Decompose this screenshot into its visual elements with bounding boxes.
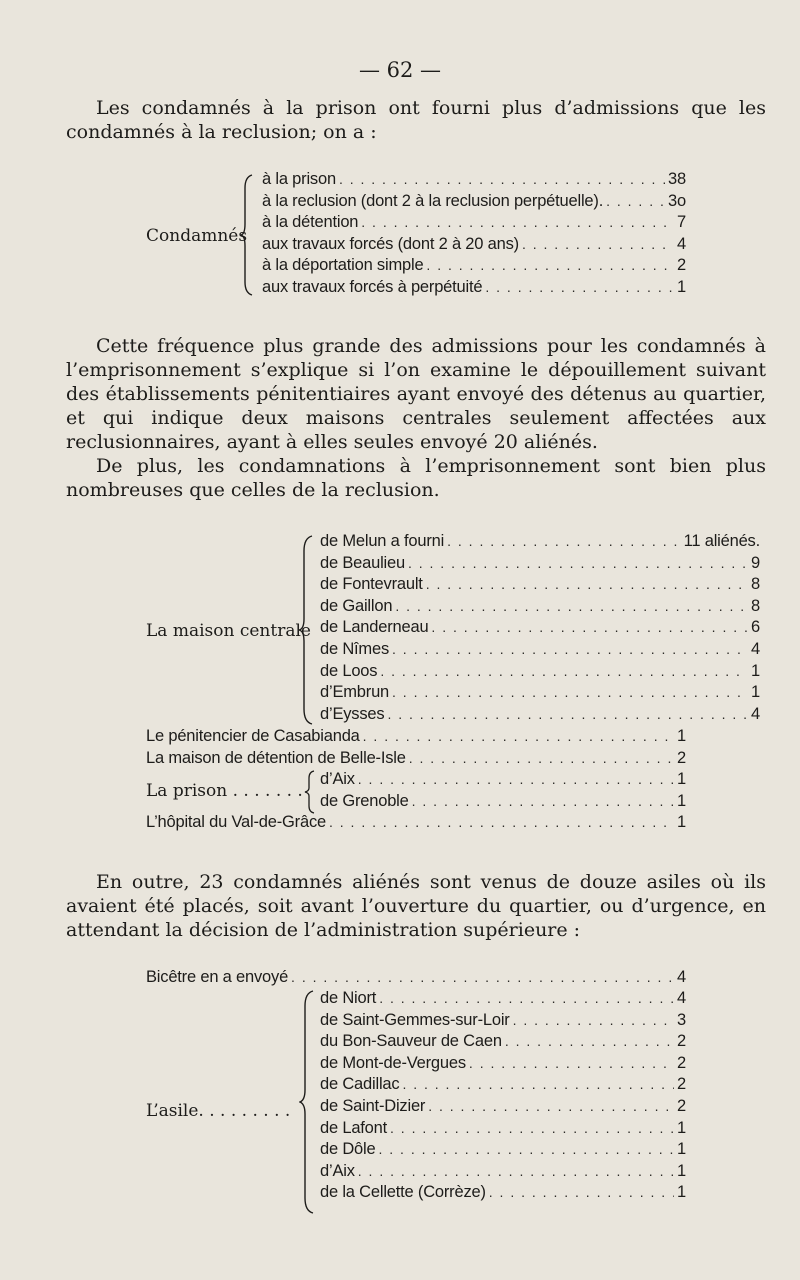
row-label: de Cadillac [320, 1075, 400, 1094]
table-row [262, 213, 686, 235]
row-label: du Bon-Sauveur de Caen [320, 1032, 502, 1051]
row-label: de Gaillon [320, 596, 393, 615]
dot-leader [329, 814, 674, 830]
dot-leader [402, 1076, 674, 1092]
table-row [146, 813, 686, 835]
dot-leader [392, 641, 748, 657]
dot-leader [522, 236, 674, 252]
table-row [320, 1183, 686, 1205]
row-label: de la Cellette (Corrèze) [320, 1183, 486, 1202]
table-row [320, 532, 760, 554]
row-label: de Nîmes [320, 639, 390, 658]
dot-leader [426, 576, 748, 592]
row-count: 4 [677, 968, 686, 986]
row-label: de Grenoble [320, 791, 409, 810]
paragraph-frequence [66, 334, 766, 454]
row-count: 6 [751, 618, 760, 637]
table-row [320, 618, 760, 640]
row-count: 1 [677, 791, 686, 810]
table-row [320, 640, 760, 662]
paragraph-frequence-text: Cette fréquence plus grande des admissions pour les condamnés à l’emprisonnement s’explique si l’on examine le dépouillement suivant des établissements pénitentiaires ayant envoyé des détenus au quartier, et qui indique deux maisons centrales seulement affectées aux reclusionnaires, ayant à elles seules envoyé 20 aliénés. [66, 335, 766, 453]
table-row [262, 256, 686, 278]
paragraph-en-outre-text: En outre, 23 condamnés aliénés sont venus de douze asiles où ils avaient été placés, soit avant l’ouverture du quartier, ou d’urgence, en attendant la décision de l’administration supérieure : [66, 871, 766, 941]
row-label: à la déportation simple [262, 256, 424, 275]
table-row [320, 770, 686, 792]
paragraph-de-plus-text: De plus, les condamnations à l’emprisonnement sont bien plus nombreuses que celles de la reclusion. [66, 455, 766, 501]
row-count: 4 [751, 639, 760, 658]
dot-leader [363, 728, 674, 744]
table-row [320, 1119, 686, 1141]
list-condamnes [262, 170, 686, 300]
label-maison-centrale: La maison centrale [146, 621, 311, 641]
row-label: de Loos [320, 661, 378, 680]
row-count: 7 [677, 213, 686, 232]
dot-leader [378, 1141, 674, 1157]
row-count: 1 [751, 683, 760, 702]
row-count: 38 [668, 170, 686, 188]
left-brace-icon [298, 535, 314, 725]
table-row [320, 683, 760, 705]
row-label: de Niort [320, 989, 377, 1007]
dot-leader [606, 193, 665, 209]
row-count: 8 [751, 575, 760, 594]
row-count: 1 [677, 727, 686, 745]
table-row [262, 192, 686, 214]
row-count: 1 [677, 1118, 686, 1137]
dot-leader [505, 1033, 674, 1049]
row-label: à la reclusion (dont 2 à la reclusion perpétuelle). [262, 191, 604, 210]
table-row [320, 705, 760, 727]
row-count: 2 [677, 1053, 686, 1072]
dot-leader [339, 171, 665, 187]
paragraph-intro-text: Les condamnés à la prison ont fourni plus d’admissions que les condamnés à la reclusion; on a : [66, 97, 766, 143]
row-label: de Mont-de-Vergues [320, 1053, 466, 1072]
row-label: d’Aix [320, 1161, 355, 1180]
row-count: 2 [677, 256, 686, 275]
row-count: 2 [677, 1075, 686, 1094]
dot-leader [361, 214, 674, 230]
table-row [262, 235, 686, 257]
row-count: 4 [677, 234, 686, 253]
row-count: 1 [677, 1183, 686, 1202]
row-count: 1 [751, 661, 760, 680]
left-brace-icon [299, 990, 315, 1214]
table-row [146, 968, 686, 990]
table-row [320, 554, 760, 576]
dot-leader [426, 257, 674, 273]
list-asiles [320, 989, 686, 1205]
dot-leader [513, 1012, 674, 1028]
row-label: L’hôpital du Val-de-Grâce [146, 813, 326, 831]
dot-leader [358, 1163, 674, 1179]
dot-leader [358, 771, 674, 787]
row-count: 3o [668, 191, 686, 210]
dot-leader [489, 1184, 674, 1200]
dot-leader [379, 990, 674, 1006]
row-label: de Saint-Dizier [320, 1096, 426, 1115]
row-count: 2 [677, 1096, 686, 1115]
row-label: de Beaulieu [320, 553, 405, 572]
table-row [320, 1054, 686, 1076]
list-prisons [320, 770, 686, 813]
row-count: 1 [677, 813, 686, 831]
row-count: 1 [677, 770, 686, 788]
dot-leader [408, 555, 748, 571]
dot-leader [428, 1098, 674, 1114]
left-brace-icon [304, 770, 316, 814]
table-row [320, 1162, 686, 1184]
row-label: à la prison [262, 170, 336, 188]
row-label: La maison de détention de Belle-Isle [146, 748, 406, 767]
table-row [146, 727, 686, 749]
table-row [320, 1075, 686, 1097]
dot-leader [380, 663, 748, 679]
paragraph-de-plus [66, 454, 766, 502]
row-label: de Saint-Gemmes-sur-Loir [320, 1010, 510, 1029]
row-count: 11 aliénés. [683, 532, 760, 550]
row-label: de Lafont [320, 1118, 388, 1137]
row-label: de Fontevrault [320, 575, 423, 594]
row-label: d’Aix [320, 770, 355, 788]
table-row [320, 1011, 686, 1033]
dot-leader [291, 969, 674, 985]
dot-leader [387, 706, 748, 722]
table-row [320, 989, 686, 1011]
row-count: 1 [677, 277, 686, 296]
table-row [320, 1140, 686, 1162]
row-label: à la détention [262, 213, 359, 232]
row-count: 8 [751, 596, 760, 615]
table-row [320, 1097, 686, 1119]
table-row [320, 575, 760, 597]
dot-leader [447, 533, 681, 549]
label-la-prison: La prison . . . . . . . [146, 781, 303, 801]
table-row [320, 792, 686, 814]
list-bicetre [146, 968, 686, 990]
row-label: d’Embrun [320, 683, 390, 702]
list-hopital [146, 813, 686, 835]
row-count: 9 [751, 553, 760, 572]
row-count: 1 [677, 1161, 686, 1180]
table-row [146, 749, 686, 771]
row-label: d’Eysses [320, 704, 385, 723]
row-label: Bicêtre en a envoyé [146, 968, 289, 986]
dot-leader [409, 750, 674, 766]
dot-leader [395, 598, 748, 614]
paragraph-intro [66, 96, 766, 144]
row-count: 4 [751, 704, 760, 723]
dot-leader [390, 1120, 674, 1136]
label-condamnes: Condamnés [146, 226, 248, 246]
row-count: 3 [677, 1010, 686, 1029]
page-number: — 62 — [358, 58, 442, 82]
dot-leader [412, 793, 674, 809]
table-row [320, 597, 760, 619]
label-asile: L’asile. . . . . . . . . [146, 1101, 291, 1121]
dot-leader [485, 279, 674, 295]
table-row [320, 1032, 686, 1054]
row-label: aux travaux forcés à perpétuité [262, 277, 483, 296]
row-label: Le pénitencier de Casabianda [146, 727, 360, 745]
table-row [262, 278, 686, 300]
list-maisons-centrales [320, 532, 760, 726]
row-label: de Landerneau [320, 618, 429, 637]
list-penitenciers [146, 727, 686, 770]
row-label: de Dôle [320, 1140, 376, 1159]
dot-leader [431, 619, 748, 635]
dot-leader [469, 1055, 674, 1071]
left-brace-icon [240, 174, 254, 296]
table-row [262, 170, 686, 192]
paragraph-en-outre [66, 870, 766, 942]
row-count: 1 [677, 1140, 686, 1159]
dot-leader [392, 684, 748, 700]
row-label: de Melun a fourni [320, 532, 445, 550]
row-count: 4 [677, 989, 686, 1007]
row-count: 2 [677, 1032, 686, 1051]
table-row [320, 662, 760, 684]
row-count: 2 [677, 748, 686, 767]
row-label: aux travaux forcés (dont 2 à 20 ans) [262, 234, 519, 253]
